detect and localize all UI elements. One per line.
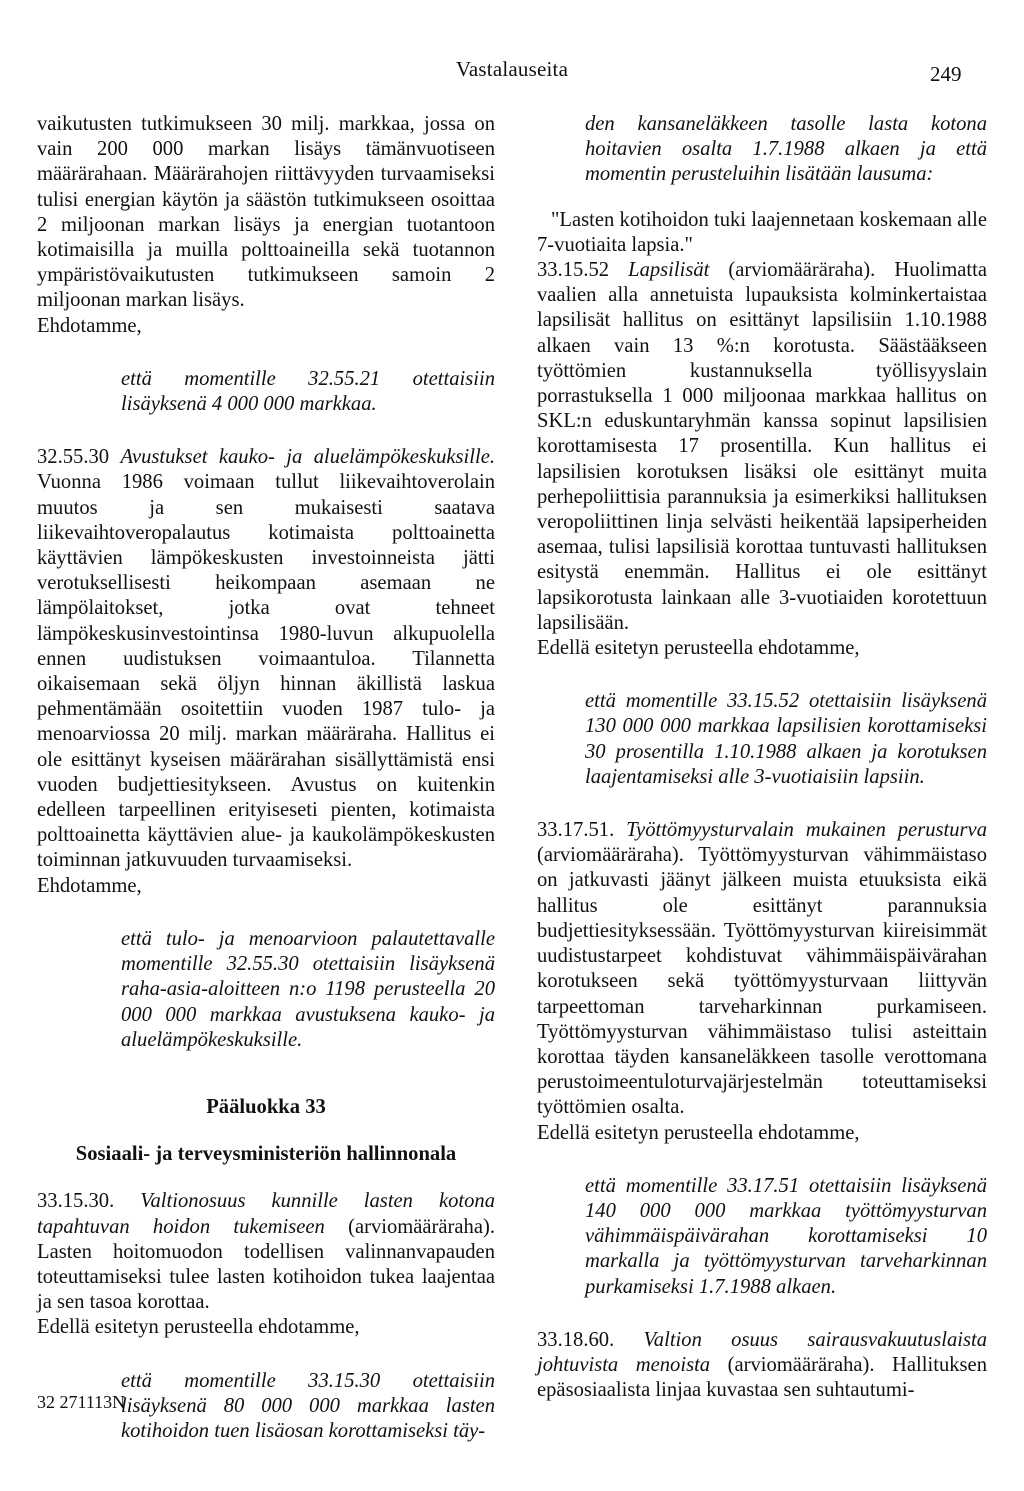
- item-title: Avustukset kauko- ja aluelämpökeskuksille.: [120, 446, 495, 469]
- item-number: 33.15.52: [537, 259, 629, 282]
- section-heading: Pääluokka 33: [206, 1095, 326, 1118]
- item-body: (arviomääräraha). Työttömyysturvan vähimmäistaso on jatkuvasti jäänyt jälkeen muista etuuksista eikä hallitus ole esittänyt parannuksia budjettiesityksessään. Työttömyysturvan kiireisimmät uudistustarpeet kohdistuvat vähimmäispäivärahan korotukseen sekä työttömyysturvaan liittyvän tarpeettoman tarveharkinnan purkamiseen. Työttömyysturvan vähimmäistaso tulisi asteittain korottaa täyden kansaneläkkeen tasolle verottomana perustoimeentuloturvajärjestelmän toteuttamiseksi työttömien osalta.: [537, 844, 987, 1119]
- proposal-text: että momentille 32.55.21 otettaisiin lisäyksenä 4 000 000 markkaa.: [121, 367, 495, 416]
- item-body: Vuonna 1986 voimaan tullut liikevaihtoverolain muutos ja sen mukaisesti saatava liikevaihtoveropalautus kotimaista polttoainetta käyttävien lämpökeskusten investoinneista jätti verotuksellisesti heikompaan asemaan ne lämpölaitokset, jotka ovat tehneet lämpökeskusinvestointinsa 1980-luvun alkupuolella ennen uudistuksen voimaantuloa. Tilannetta oikaisemaan sekä öljyn hinnan äkillistä laskua pehmentämään osoitettiin vuoden 1987 tulo- ja menoarviossa 20 milj. markan määräraha. Hallitus ei ole esittänyt kyseisen määrärahan sisällyttämistä ensi vuoden budjettiesitykseen. Avustus on kuitenkin edelleen tarpeellinen erityiseseti pienten, kotimaista polttoainetta käyttävien alue- ja kaukolämpökeskusten toiminnan jatkuvuuden turvaamiseksi.: [37, 471, 495, 872]
- running-title: Vastalauseita: [455, 57, 569, 81]
- paragraph-lead: Ehdotamme,: [37, 314, 142, 337]
- paragraph: [537, 258, 987, 636]
- paragraph: [537, 818, 987, 1120]
- item-title: Valtion osuus sairausvakuutuslaista johtuvista menoista: [537, 1328, 987, 1376]
- proposal-text: että momentille 33.15.52 otettaisiin lisäyksenä 130 000 000 markkaa lapsilisien korottamiseksi 30 prosentilla 1.10.1988 alkaen ja korotuksen laajentamiseksi alle 3-vuotiaisiin lapsiin.: [585, 690, 987, 788]
- item-number: 33.18.60.: [537, 1328, 644, 1351]
- item-title: Valtionosuus kunnille lasten kotona tapahtuvan hoidon tukemiseen: [37, 1190, 496, 1238]
- proposal-text: den kansaneläkkeen tasolle lasta kotona hoitavien osalta 1.7.1988 alkaen ja että momentin perusteluihin lisätään lausuma:: [585, 113, 987, 186]
- page-number: 249: [930, 62, 962, 86]
- item-title: Työttömyysturvalain mukainen perusturva: [626, 819, 987, 842]
- paragraph: [37, 445, 495, 873]
- proposal-text: että momentille 33.15.30 otettaisiin lisäyksenä 80 000 000 markkaa lasten kotihoidon tuen lisäosan korottamiseksi täy-: [121, 1369, 495, 1442]
- paragraph-lead: Edellä esitetyn perusteella ehdotamme,: [537, 1121, 860, 1144]
- item-number: 33.15.30.: [37, 1190, 141, 1213]
- right-column: [537, 112, 987, 1403]
- paragraph-lead: Edellä esitetyn perusteella ehdotamme,: [37, 1316, 360, 1339]
- proposal-text: että momentille 33.17.51 otettaisiin lisäyksenä 140 000 000 markkaa työttömyysturvan vähimmäispäivärahan korottamiseksi 10 markalla ja työttömyysturvan tarveharkinnan purkamiseksi 1.7.1988 alkaen.: [585, 1174, 987, 1298]
- paragraph: vaikutusten tutkimukseen 30 milj. markkaa, jossa on vain 200 000 markan lisäys tämänvuotiseen määrärahaan. Määrärahojen riittävyyden turvaamiseksi tulisi energian käytön ja säästön tutkimukseen osoittaa 2 miljoonan markan lisäys ja energian tuotantoon kotimaisilla ja muilla polttoaineilla sekä tuotannon ympäristövaikutusten tutkimukseen samoin 2 miljoonan markan lisäys.: [37, 113, 495, 312]
- item-body: (arviomääräraha). Lasten hoitomuodon todellisen valinnanvapauden toteuttamiseksi tulee lasten kotihoidon tukea laajentaa ja sen tasoa korottaa.: [37, 1215, 495, 1314]
- paragraph-lead: Ehdotamme,: [37, 874, 142, 897]
- paragraph-lead: Edellä esitetyn perusteella ehdotamme,: [537, 637, 860, 660]
- item-number: 33.17.51.: [537, 819, 627, 842]
- item-number: 32.55.30: [37, 446, 121, 469]
- left-column: [37, 112, 495, 1472]
- section-subheading: Sosiaali- ja terveysministeriön hallinnonala: [75, 1143, 457, 1166]
- proposal-text: että tulo- ja menoarvioon palautettavalle momentille 32.55.30 otettaisiin lisäyksenä raha-asia-aloitteen n:o 1198 perusteella 20 000 000 markkaa avustuksena kauko- ja aluelämpökeskuksille.: [121, 927, 495, 1051]
- item-title: Lapsilisät: [628, 259, 710, 282]
- item-body: (arviomääräraha). Huolimatta vaalien alla annetuista lupauksista kolminkertaistaa lapsilisät hallitus on esittänyt lapsilisiin 1.10.1988 alkaen vain 13 %:n korotusta. Säästääkseen työttömien kustannuksella työllisyyslain porrastuksella 1 000 miljoonaa markkaa hallitus on SKL:n eduskuntaryhmän kanssa sopinut lapsilisien korottamisesta 17 prosentilla. Kun hallitus ei lapsilisien korotuksen lisäksi ole esittänyt muita perhepoliittisia parannuksia ja esimerkiksi hallituksen veropoliittinen linja selvästi heikentää lapsiperheiden asemaa, tulisi lapsilisiä korottaa tuntuvasti hallituksen esitystä enemmän. Hallitus ei ole esittänyt lapsikorotusta lainkaan alle 3-vuotiaiden korotettuun lapsilisään.: [537, 259, 987, 634]
- paragraph: [537, 1328, 987, 1404]
- item-body: (arviomääräraha). Hallituksen epäsosiaalista linjaa kuvastaa sen suhtautumi-: [537, 1353, 987, 1402]
- paragraph: [37, 1189, 495, 1315]
- quoted-statement: "Lasten kotihoidon tuki laajennetaan koskemaan alle 7-vuotiaita lapsia.": [537, 208, 987, 256]
- footer-code: 32 271113N: [37, 1392, 126, 1412]
